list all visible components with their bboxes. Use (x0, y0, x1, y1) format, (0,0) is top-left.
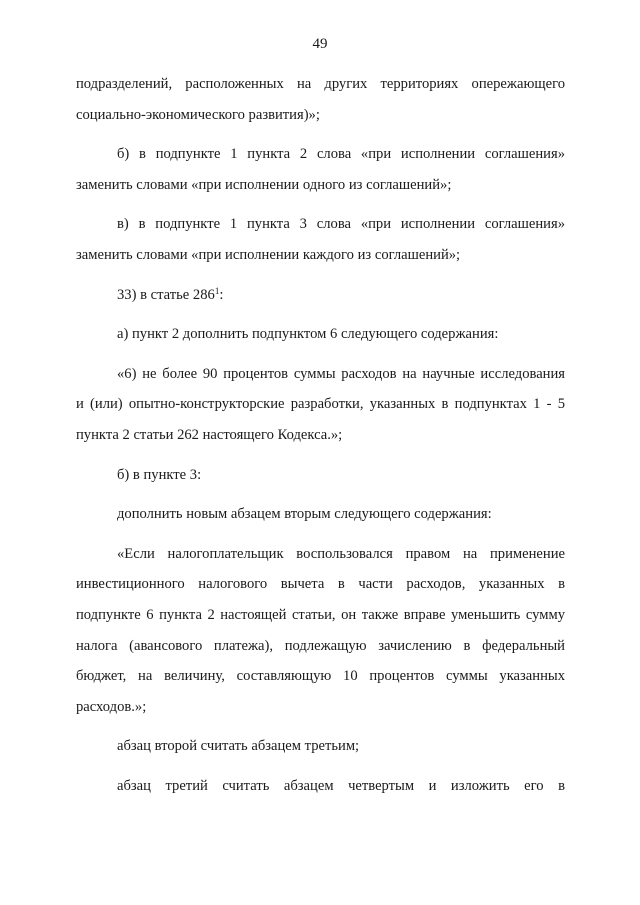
text-line: налога (авансового платежа), подлежащую зачислению в федеральный (76, 637, 565, 654)
superscript: 1 (214, 285, 220, 296)
text-line: подразделений, расположенных на других территориях опережающего (76, 76, 565, 92)
text-line: заменить словами «при исполнении одного из соглашений»; (76, 176, 452, 193)
text-line: абзац второй считать абзацем третьим; (117, 738, 360, 755)
text-fragment: 33) в статье 286 (117, 286, 215, 303)
text-line: подпункте 6 пункта 2 настоящей статьи, он также вправе уменьшить сумму (76, 606, 565, 623)
text-line: заменить словами «при исполнении каждого из соглашений»; (76, 246, 461, 263)
page-number: 49 (312, 36, 328, 52)
text-line: дополнить новым абзацем вторым следующего содержания: (117, 506, 492, 523)
article-heading-line (76, 280, 565, 311)
text-line: инвестиционного налогового вычета в части расходов, указанных в (76, 576, 565, 593)
document-body (76, 69, 565, 801)
text-line: «6) не более 90 процентов суммы расходов на научные исследования (117, 365, 565, 382)
text-fragment: : (219, 286, 224, 303)
text-line: расходов.»; (76, 698, 147, 715)
text-line: б) в подпункте 1 пункта 2 слова «при исполнении соглашения» (117, 146, 565, 163)
text-line: а) пункт 2 дополнить подпунктом 6 следующего содержания: (117, 326, 499, 343)
text-line: абзац третий считать абзацем четвертым и изложить его в (117, 777, 565, 794)
text-line: в) в подпункте 1 пункта 3 слова «при исполнении соглашения» (117, 216, 565, 233)
text-line: б) в пункте 3: (117, 466, 202, 483)
text-line: и (или) опытно-конструкторские разработки, указанных в подпунктах 1 - 5 (76, 396, 565, 413)
text-line: «Если налогоплательщик воспользовался правом на применение (117, 545, 565, 562)
text-line: бюджет, на величину, составляющую 10 процентов суммы указанных (76, 668, 565, 685)
text-line: пункта 2 статьи 262 настоящего Кодекса.»; (76, 426, 343, 443)
text-line: социально-экономического развития)»; (76, 106, 320, 123)
